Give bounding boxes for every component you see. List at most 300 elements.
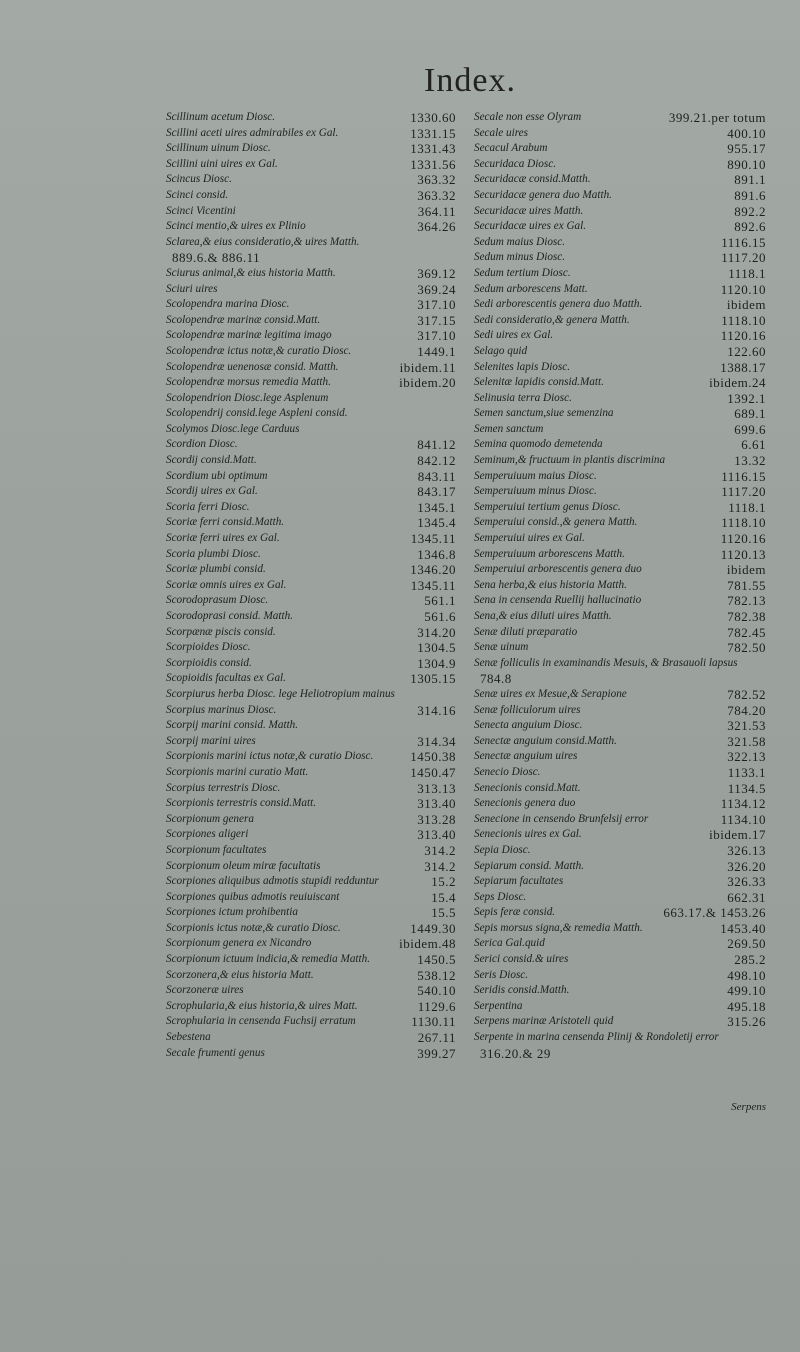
index-term: Scorpionis ictus notæ,& curatio Diosc. — [166, 921, 341, 934]
index-term: Seps Diosc. — [474, 890, 527, 903]
page-reference: 1133.1 — [727, 764, 766, 780]
index-term: Scorpius marinus Diosc. — [166, 703, 277, 716]
index-entry — [166, 500, 456, 516]
index-term: Serpentina — [474, 999, 523, 1012]
page-reference: 1117.20 — [721, 484, 766, 500]
index-entry — [166, 110, 456, 126]
page-reference: 313.40 — [417, 827, 456, 843]
page-reference: 6.61 — [741, 437, 766, 453]
index-term: Secacul Arabum — [474, 142, 548, 155]
index-entry — [166, 313, 456, 329]
index-term: Scorzoneræ uires — [166, 984, 244, 997]
index-term: Scorpiones aligeri — [166, 828, 249, 841]
index-term: Senæ folliculorum uires — [474, 703, 581, 716]
index-entry — [166, 687, 456, 703]
page-reference: ibidem.20 — [399, 375, 456, 391]
page-reference: ibidem — [726, 297, 766, 313]
page-reference: 843.11 — [417, 468, 456, 484]
index-entry — [166, 593, 456, 609]
index-entry — [474, 625, 766, 641]
index-entry — [166, 703, 456, 719]
index-entry — [474, 687, 766, 703]
page-reference: 326.20 — [727, 858, 766, 874]
catchword: Serpens — [731, 1101, 766, 1113]
index-term: Scordij consid.Matt. — [166, 454, 257, 467]
index-term: Senectæ anguium uires — [474, 750, 578, 763]
index-entry — [474, 765, 766, 781]
page-reference: 561.6 — [424, 609, 456, 624]
page-reference: 662.31 — [727, 889, 766, 905]
page-reference: 363.32 — [417, 187, 456, 203]
index-term: Scorpij marini uires — [166, 734, 256, 747]
page-reference: 1134.12 — [720, 796, 766, 812]
index-entry — [474, 531, 766, 547]
index-term: Scorpiones aliquibus admotis stupidi redduntur — [166, 875, 379, 888]
index-entry — [474, 781, 766, 797]
index-entry — [474, 983, 766, 999]
index-entry — [474, 313, 766, 329]
index-entry — [166, 921, 456, 937]
page-reference: 1130.11 — [411, 1014, 456, 1030]
index-entry — [166, 749, 456, 765]
index-entry — [474, 250, 766, 266]
page-reference: 13.32 — [734, 453, 766, 469]
index-column-right — [474, 110, 766, 1061]
page-reference: 889.6.& 886.11 — [172, 250, 261, 266]
page-reference: 399.27 — [417, 1045, 456, 1061]
index-term: Semen sanctum — [474, 422, 544, 435]
index-entry — [474, 375, 766, 391]
index-term: Sena,& eius diluti uires Matth. — [474, 610, 612, 622]
page-reference: 1116.15 — [721, 234, 766, 250]
index-entry — [474, 437, 766, 453]
index-term: Scinci Vicentini — [166, 204, 236, 217]
index-term: Sedum minus Diosc. — [474, 251, 566, 264]
page-reference: 317.10 — [417, 328, 456, 344]
page-reference: 842.12 — [417, 453, 456, 469]
index-entry — [166, 172, 456, 188]
page-reference: 1345.4 — [417, 515, 456, 531]
index-entry — [166, 328, 456, 344]
index-term: Senæ folliculis in examinandis Mesuis, & Brasauoli lapsus — [474, 656, 738, 669]
page-reference: 314.2 — [424, 842, 456, 858]
index-term: Scordion Diosc. — [166, 438, 238, 451]
index-entry — [474, 422, 766, 438]
index-term: Scorpionis marini curatio Matt. — [166, 765, 309, 778]
page-reference: 317.15 — [417, 312, 456, 328]
page-reference: 699.6 — [734, 421, 766, 437]
index-term: Semperuiui consid.,& genera Matth. — [474, 516, 638, 529]
page-reference: 561.1 — [424, 593, 456, 609]
index-entry — [166, 1014, 456, 1030]
index-entry — [166, 297, 456, 313]
page-reference: 313.40 — [417, 796, 456, 812]
page-reference: 784.20 — [727, 702, 766, 718]
index-entry — [166, 344, 456, 360]
index-term: Sedum maius Diosc. — [474, 235, 566, 248]
index-entry — [166, 375, 456, 391]
index-term: Selenitæ lapidis consid.Matt. — [474, 376, 604, 389]
index-term: Semperuiui tertium genus Diosc. — [474, 500, 621, 513]
index-term: Scillini uini uires ex Gal. — [166, 157, 278, 170]
index-term: Scillinum uinum Diosc. — [166, 142, 271, 155]
index-entry — [474, 703, 766, 719]
index-entry — [166, 890, 456, 906]
index-term: Scolopendræ marinæ consid.Matt. — [166, 313, 321, 326]
page-reference: ibidem — [726, 562, 766, 578]
index-entry — [166, 827, 456, 843]
index-entry — [474, 282, 766, 298]
index-term: Sepis morsus signa,& remedia Matth. — [474, 921, 643, 934]
index-term: Scincus Diosc. — [166, 173, 232, 186]
index-term: Scoriæ plumbi consid. — [166, 563, 266, 576]
index-entry — [166, 952, 456, 968]
page-reference: 689.1 — [734, 406, 766, 422]
index-entry — [166, 515, 456, 531]
index-entry — [474, 157, 766, 173]
page-reference: 364.26 — [417, 219, 456, 235]
index-entry — [474, 656, 766, 687]
page-reference: 1117.20 — [721, 250, 766, 266]
index-term: Senæ uinum — [474, 641, 529, 654]
page-reference: 15.2 — [431, 874, 456, 890]
index-term: Sciurus animal,& eius historia Matth. — [166, 266, 336, 279]
index-entry — [474, 843, 766, 859]
index-term: Scopioidis facultas ex Gal. — [166, 672, 286, 685]
index-entry — [474, 406, 766, 422]
index-term: Scorpiurus herba Diosc. lege Heliotropium mainus — [166, 687, 395, 700]
page-reference: ibidem.17 — [709, 827, 766, 843]
page-reference: 321.53 — [727, 718, 766, 734]
index-term: Senecionis genera duo — [474, 797, 576, 810]
page-reference: 1120.13 — [720, 546, 766, 562]
index-entry — [474, 547, 766, 563]
page-reference: 316.20.& 29 — [480, 1045, 551, 1061]
page-reference: 538.12 — [417, 967, 456, 983]
index-term: Sepia Diosc. — [474, 843, 531, 856]
index-term: Seridis consid.Matth. — [474, 984, 570, 997]
index-term: Scorpioides Diosc. — [166, 641, 251, 654]
index-term: Sedum arborescens Matt. — [474, 282, 588, 295]
index-term: Serica Gal.quid — [474, 937, 545, 950]
index-term: Scoria ferri Diosc. — [166, 500, 250, 513]
index-term: Senecta anguium Diosc. — [474, 719, 583, 732]
index-entry — [474, 796, 766, 812]
page-reference: 314.2 — [424, 858, 456, 874]
index-term: Seminum,& fructuum in plantis discrimina — [474, 454, 666, 467]
index-entry — [166, 469, 456, 485]
index-entry — [166, 531, 456, 547]
index-term: Semina quomodo demetenda — [474, 438, 603, 451]
page-reference: 1388.17 — [720, 359, 766, 375]
page-reference: 1304.5 — [417, 640, 456, 656]
index-entry — [166, 843, 456, 859]
index-entry — [474, 344, 766, 360]
index-term: Scoriæ ferri uires ex Gal. — [166, 532, 280, 545]
page-reference: 1120.16 — [720, 531, 766, 547]
index-entry — [166, 282, 456, 298]
page-reference: 314.16 — [417, 702, 456, 718]
page-reference: 285.2 — [734, 952, 766, 968]
page-reference: 326.13 — [727, 842, 766, 858]
index-entry — [166, 126, 456, 142]
index-term: Secale non esse Olyram — [474, 111, 582, 123]
page-reference: 369.12 — [417, 265, 456, 281]
index-term: Scorpionum ictuum indicia,& remedia Matth. — [166, 953, 371, 966]
page-reference: 269.50 — [727, 936, 766, 952]
page-reference: 1449.30 — [410, 920, 456, 936]
index-entry — [166, 437, 456, 453]
index-entry — [166, 422, 456, 438]
page-reference: 891.1 — [734, 172, 766, 188]
index-entry — [166, 562, 456, 578]
index-term: Scorodoprasi consid. Matth. — [166, 610, 293, 622]
index-entry — [166, 1046, 456, 1062]
index-term: Sedi uires ex Gal. — [474, 329, 554, 342]
page-reference: 1345.11 — [410, 577, 456, 593]
index-entry — [166, 765, 456, 781]
index-entry — [474, 921, 766, 937]
index-term: Sedi arborescentis genera duo Matth. — [474, 298, 643, 311]
index-entry — [166, 141, 456, 157]
index-term: Scorpiones quibus admotis reuiuiscant — [166, 890, 340, 903]
page-reference: 314.20 — [417, 624, 456, 640]
page-reference: 314.34 — [417, 733, 456, 749]
index-entry — [474, 266, 766, 282]
index-entry — [166, 718, 456, 734]
page-reference: 781.55 — [727, 577, 766, 593]
page-reference: 499.10 — [727, 983, 766, 999]
index-entry — [474, 219, 766, 235]
page-reference: 1346.8 — [417, 546, 456, 562]
page-title: Index. — [424, 62, 516, 99]
index-term: Serici consid.& uires — [474, 953, 569, 966]
index-term: Senæ uires ex Mesue,& Serapione — [474, 687, 627, 700]
index-entry — [166, 781, 456, 797]
index-term: Scolymos Diosc.lege Carduus — [166, 422, 300, 435]
index-term: Scorpiones ictum prohibentia — [166, 906, 298, 919]
page-reference: 369.24 — [417, 281, 456, 297]
index-term: Securidacæ uires ex Gal. — [474, 220, 587, 233]
index-term: Scolopendræ morsus remedia Matth. — [166, 376, 331, 389]
index-entry — [474, 126, 766, 142]
index-term: Selago quid — [474, 344, 528, 357]
index-term: Scorpionis terrestris consid.Matt. — [166, 797, 316, 810]
page-reference: 784.8 — [480, 671, 512, 687]
page-reference: 663.17.& 1453.26 — [663, 905, 766, 921]
page-reference: 1331.43 — [410, 141, 456, 157]
index-entry — [474, 593, 766, 609]
index-term: Sclarea,& eius consideratio,& uires Matth. — [166, 235, 360, 248]
index-entry — [166, 609, 456, 625]
page-reference: 317.10 — [417, 297, 456, 313]
page-reference: 892.2 — [734, 203, 766, 219]
index-term: Scorpionum facultates — [166, 843, 267, 856]
index-entry — [474, 360, 766, 376]
index-entry — [166, 547, 456, 563]
page-reference: 1120.16 — [720, 328, 766, 344]
index-entry — [474, 749, 766, 765]
index-term: Scolopendrion Diosc.lege Asplenum — [166, 391, 329, 404]
index-entry — [166, 157, 456, 173]
index-entry — [474, 562, 766, 578]
index-term: Scorpionum genera ex Nicandro — [166, 937, 312, 950]
index-term: Securidacæ uires Matth. — [474, 204, 584, 217]
index-term: Semperuiuum minus Diosc. — [474, 485, 597, 498]
index-entry — [166, 936, 456, 952]
page-reference: 782.45 — [727, 624, 766, 640]
page-reference: 782.52 — [727, 686, 766, 702]
index-term: Securidaca Diosc. — [474, 157, 557, 170]
page-reference: 1392.1 — [727, 390, 766, 406]
index-entry — [166, 188, 456, 204]
index-term: Scorzonera,& eius historia Matt. — [166, 968, 314, 981]
index-term: Serpens marinæ Aristoteli quid — [474, 1015, 614, 1028]
page-reference: 1345.11 — [410, 531, 456, 547]
index-entry — [474, 827, 766, 843]
index-entry — [474, 640, 766, 656]
index-entry — [474, 936, 766, 952]
index-term: Senecio Diosc. — [474, 765, 541, 778]
page-reference: 1118.10 — [721, 515, 766, 531]
index-term: Seris Diosc. — [474, 968, 529, 981]
index-entry — [166, 266, 456, 282]
index-term: Scinci mentio,& uires ex Plinio — [166, 220, 306, 233]
index-term: Scinci consid. — [166, 188, 229, 201]
index-entry — [474, 1014, 766, 1030]
page-reference: 15.5 — [431, 905, 456, 921]
index-entry — [474, 859, 766, 875]
index-term: Sena herba,& eius historia Matth. — [474, 578, 627, 591]
index-term: Sciuri uires — [166, 282, 218, 295]
index-entry — [474, 1030, 766, 1061]
index-entry — [474, 110, 766, 126]
page-reference: 1330.60 — [410, 110, 456, 125]
index-entry — [474, 609, 766, 625]
index-entry — [474, 469, 766, 485]
page-reference: 891.6 — [734, 187, 766, 203]
index-term: Sepiarum consid. Matth. — [474, 859, 585, 872]
index-entry — [166, 578, 456, 594]
index-term: Senecionis uires ex Gal. — [474, 828, 582, 841]
index-entry — [166, 453, 456, 469]
page-reference: 495.18 — [727, 998, 766, 1014]
page-reference: 313.28 — [417, 811, 456, 827]
index-column-left — [166, 110, 456, 1061]
index-entry — [474, 874, 766, 890]
index-entry — [166, 968, 456, 984]
index-term: Scorodoprasum Diosc. — [166, 594, 269, 607]
page-reference: 1305.15 — [410, 671, 456, 687]
index-term: Senæ diluti præparatio — [474, 625, 578, 638]
index-entry — [474, 188, 766, 204]
index-term: Selinusia terra Diosc. — [474, 391, 572, 404]
index-term: Scoriæ ferri consid.Matth. — [166, 516, 285, 529]
page-reference: 1118.10 — [721, 312, 766, 328]
index-term: Semperuiuum maius Diosc. — [474, 469, 597, 482]
index-entry — [474, 391, 766, 407]
page-reference: 1134.10 — [720, 811, 766, 827]
index-term: Scorpionum oleum miræ facultatis — [166, 859, 321, 872]
page-reference: 363.32 — [417, 172, 456, 188]
index-entry — [166, 859, 456, 875]
index-entry — [474, 141, 766, 157]
index-term: Sedi consideratio,& genera Matth. — [474, 313, 630, 326]
index-term: Scolopendra marina Diosc. — [166, 298, 290, 311]
index-entry — [474, 890, 766, 906]
index-entry — [474, 812, 766, 828]
page-reference: 892.6 — [734, 219, 766, 235]
index-entry — [166, 983, 456, 999]
index-entry — [166, 671, 456, 687]
index-term: Scolopendræ uenenosæ consid. Matth. — [166, 360, 339, 373]
index-term: Senecione in censendo Brunfelsij error — [474, 812, 649, 825]
page-reference: 1118.1 — [728, 265, 766, 281]
page-reference: 782.13 — [727, 593, 766, 609]
index-term: Scoria plumbi Diosc. — [166, 547, 261, 560]
index-entry — [166, 812, 456, 828]
index-entry — [474, 999, 766, 1015]
index-term: Scorpij marini consid. Matth. — [166, 719, 299, 732]
page-reference: 315.26 — [727, 1014, 766, 1030]
index-entry — [166, 219, 456, 235]
page-reference: 1304.9 — [417, 655, 456, 671]
index-term: Securidacæ consid.Matth. — [474, 173, 591, 186]
page-reference: 782.50 — [727, 640, 766, 656]
index-entry — [474, 734, 766, 750]
index-entry — [474, 204, 766, 220]
index-term: Semperuiuum arborescens Matth. — [474, 547, 625, 560]
index-entry — [474, 515, 766, 531]
index-term: Scillinum acetum Diosc. — [166, 111, 276, 123]
page-reference: 782.38 — [727, 609, 766, 624]
index-term: Senectæ anguium consid.Matth. — [474, 734, 617, 747]
index-term: Senecionis consid.Matt. — [474, 781, 581, 794]
index-term: Sepis feræ consid. — [474, 906, 556, 919]
page-reference: 313.13 — [417, 780, 456, 796]
page-reference: 498.10 — [727, 967, 766, 983]
page-reference: 1453.40 — [720, 920, 766, 936]
index-entry — [166, 360, 456, 376]
index-entry — [166, 204, 456, 220]
page-reference: 1449.1 — [417, 343, 456, 359]
index-term: Scorpionum genera — [166, 812, 254, 825]
page-reference: 841.12 — [417, 437, 456, 453]
index-entry — [166, 1030, 456, 1046]
index-term: Secale uires — [474, 126, 528, 139]
index-term: Scorpionis marini ictus notæ,& curatio Diosc. — [166, 750, 374, 763]
index-entry — [474, 952, 766, 968]
index-term: Scoriæ omnis uires ex Gal. — [166, 578, 287, 591]
index-term: Scillini aceti uires admirabiles ex Gal. — [166, 126, 339, 139]
index-entry — [166, 235, 456, 266]
page-reference: 1331.15 — [410, 125, 456, 141]
page-reference: ibidem.24 — [709, 375, 766, 391]
page-reference: 890.10 — [727, 156, 766, 172]
page-reference: 1129.6 — [417, 998, 456, 1014]
index-entry — [166, 874, 456, 890]
index-term: Scorpius terrestris Diosc. — [166, 781, 281, 794]
index-entry — [166, 391, 456, 407]
index-entry — [166, 905, 456, 921]
page-reference: 400.10 — [727, 125, 766, 141]
page-reference: 1120.10 — [720, 281, 766, 297]
page-reference: 15.4 — [431, 889, 456, 905]
index-entry — [474, 328, 766, 344]
page-reference: 955.17 — [727, 141, 766, 157]
page-reference: 540.10 — [417, 983, 456, 999]
page-reference: 399.21.per totum — [668, 110, 766, 125]
